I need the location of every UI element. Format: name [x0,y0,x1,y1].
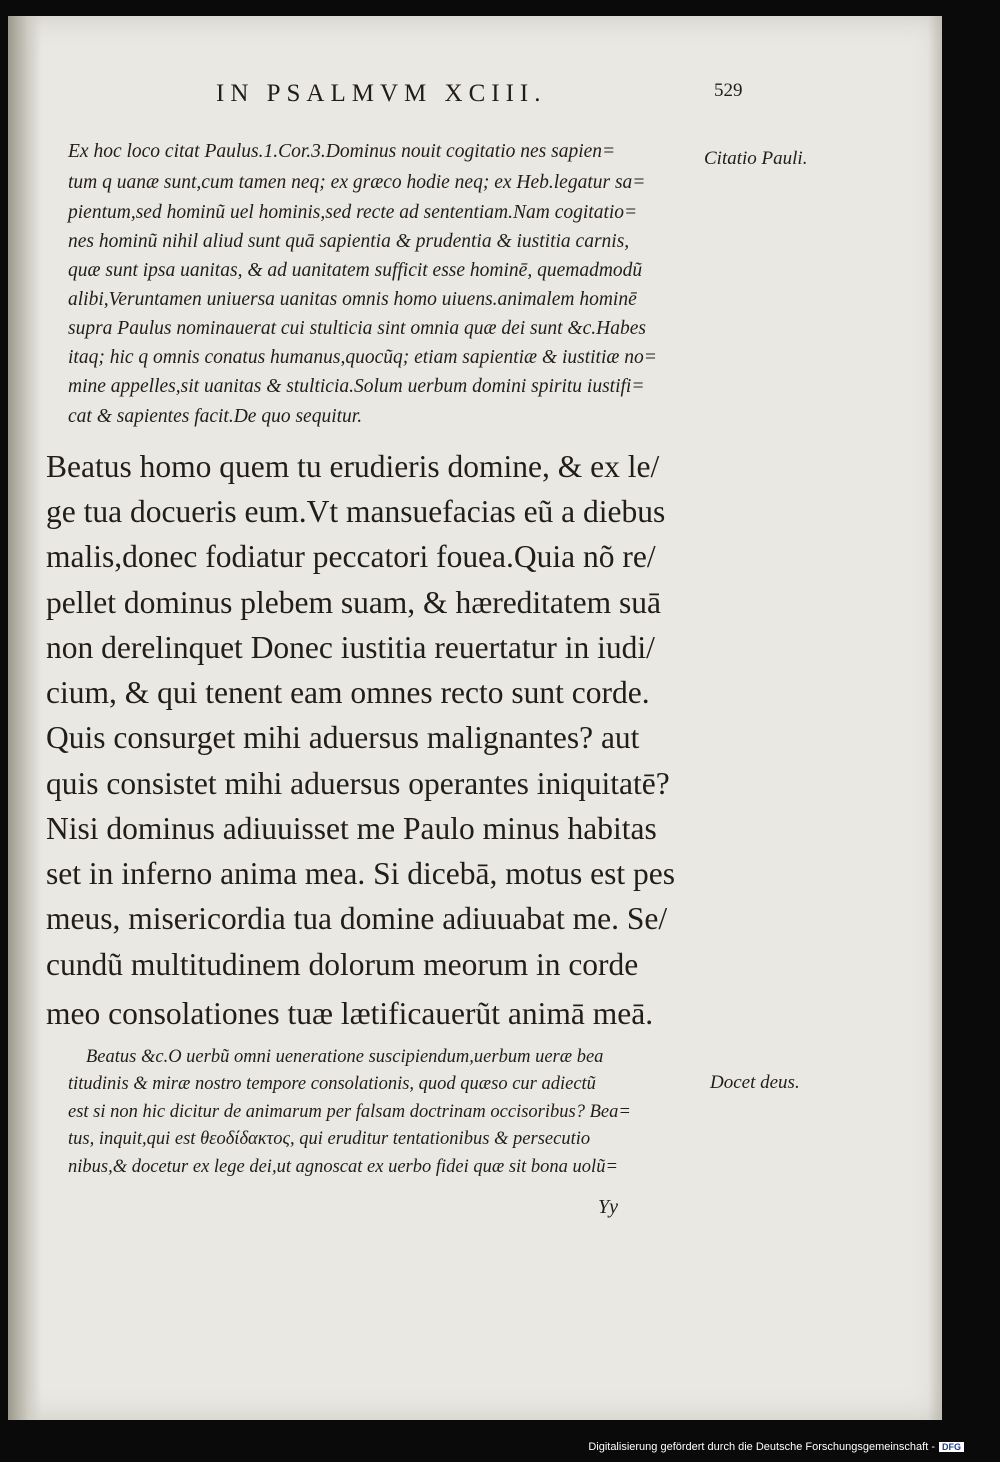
page-edge-shadow [928,16,942,1420]
psalm-line: malis,donec fodiatur peccatori fouea.Quia nõ re/ [46,539,656,574]
digitization-credit [588,1441,964,1453]
margin-note: Citatio Pauli. [704,148,808,169]
psalm-line: non derelinquet Donec iustitia reuertatur in iudi/ [46,630,655,665]
commentary-line: cat & sapientes facit.De quo sequitur. [68,406,363,427]
commentary-line: Beatus &c.O uerbũ omni ueneratione suscipiendum,uerbum ueræ bea [86,1047,604,1067]
psalm-line: meo consolationes tuæ lætificauerũt animā meā. [46,996,654,1031]
margin-note: Docet deus. [710,1072,800,1093]
psalm-line: quis consistet mihi aduersus operantes iniquitatē? [46,766,670,801]
psalm-line: Nisi dominus adiuuisset me Paulo minus habitas [46,811,657,846]
commentary-line: supra Paulus nominauerat cui stulticia sint omnia quæ dei sunt &c.Habes [68,318,646,339]
commentary-line: tus, inquit,qui est θεοδίδακτος, qui eruditur tentationibus & persecutio [68,1129,591,1149]
psalm-line: set in inferno anima mea. Si dicebā, motus est pes [46,856,675,891]
commentary-line: tum q uanæ sunt,cum tamen neq; ex græco hodie neq; ex Heb.legatur sa= [68,172,646,193]
commentary-line: quæ sunt ipsa uanitas, & ad uanitatem sufficit esse hominē, quemadmodũ [68,260,643,281]
commentary-line: itaq; hic q omnis conatus humanus,quocũq; etiam sapientiæ & iustitiæ no= [68,347,657,368]
running-head: IN PSALMVM XCIII. [216,80,547,107]
commentary-line: nibus,& docetur ex lege dei,ut agnoscat ex uerbo fidei quæ sit bona uolũ= [68,1157,618,1177]
psalm-line: cium, & qui tenent eam omnes recto sunt corde. [46,675,650,710]
commentary-line: nes hominũ nihil aliud sunt quā sapientia & prudentia & iustitia carnis, [68,231,630,252]
psalm-line: Beatus homo quem tu erudieris domine, & ex le/ [46,449,660,484]
dfg-logo: DFG [939,1442,964,1452]
commentary-line: titudinis & miræ nostro tempore consolationis, quod quæso cur adiectũ [68,1074,596,1094]
commentary-line: pientum,sed hominũ uel hominis,sed recte ad sententiam.Nam cogitatio= [68,202,638,223]
signature-mark: Yy [598,1196,618,1218]
psalm-line: ge tua docueris eum.Vt mansuefacias eũ a diebus [46,494,666,529]
commentary-line: mine appelles,sit uanitas & stulticia.Solum uerbum domini spiritu iustifi= [68,376,645,397]
page-spine-shadow [8,16,42,1420]
commentary-line: est si non hic dicitur de animarum per falsam doctrinam occisoribus? Bea= [68,1102,631,1122]
psalm-line: Quis consurget mihi aduersus malignantes? aut [46,720,640,755]
credit-text: Digitalisierung gefördert durch die Deutsche Forschungsgemeinschaft - [588,1441,935,1453]
page-number: 529 [714,80,743,101]
psalm-line: meus, misericordia tua domine adiuuabat me. Se/ [46,901,668,936]
psalm-line: pellet dominus plebem suam, & hæreditatem suā [46,585,662,620]
commentary-line: Ex hoc loco citat Paulus.1.Cor.3.Dominus nouit cogitatio nes sapien= [68,141,616,162]
psalm-line: cundũ multitudinem dolorum meorum in corde [46,947,639,982]
commentary-line: alibi,Veruntamen uniuersa uanitas omnis homo uiuens.animalem hominē [68,289,637,310]
